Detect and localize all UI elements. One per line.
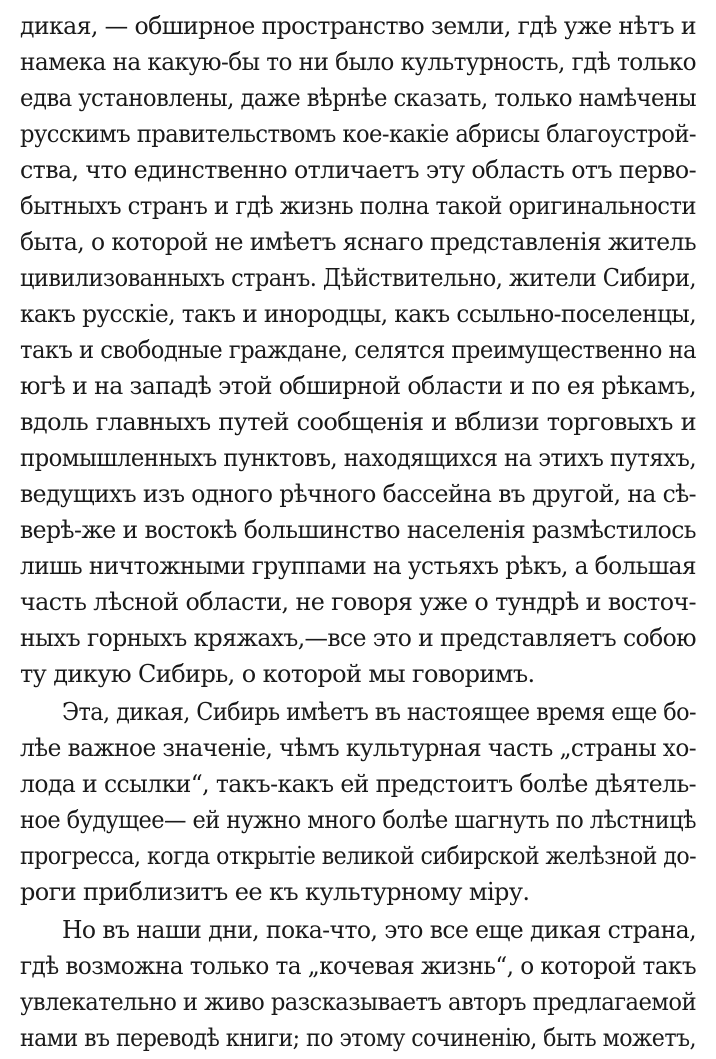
text-line: прогресса, когда открытіе великой сибирской желѣзной до- bbox=[20, 842, 696, 870]
text-line: югѣ и на западѣ этой обширной области и по ея рѣкамъ, bbox=[20, 372, 696, 400]
text-line: лѣе важное значеніе, чѣмъ культурная часть „страны хо- bbox=[20, 734, 696, 762]
text-line: ства, что единственно отличаетъ эту область отъ перво- bbox=[20, 156, 696, 184]
text-line: дикая, — обширное пространство земли, гдѣ уже нѣтъ и bbox=[20, 12, 696, 40]
text-line: промышленныхъ пунктовъ, находящихся на этихъ путяхъ, bbox=[20, 444, 696, 472]
text-line: русскимъ правительствомъ кое-какіе абрисы благоустрой- bbox=[20, 120, 696, 148]
text-line: увлекательно и живо разсказываетъ авторъ предлагаемой bbox=[20, 988, 696, 1016]
text-line: ведущихъ изъ одного рѣчного бассейна въ другой, на сѣ- bbox=[20, 480, 696, 508]
text-line: намека на какую-бы то ни было культурность, гдѣ только bbox=[20, 48, 696, 76]
text-line: ное будущее— ей нужно много болѣе шагнуть по лѣстницѣ bbox=[20, 806, 696, 834]
text-line: какъ русскіе, такъ и инородцы, какъ ссыльно-поселенцы, bbox=[20, 300, 696, 328]
text-line: гдѣ возможна только та „кочевая жизнь“, о которой такъ bbox=[20, 952, 696, 980]
text-line: ту дикую Сибирь, о которой мы говоримъ. bbox=[20, 660, 535, 688]
text-line: часть лѣсной области, не говоря уже о тундрѣ и восточ- bbox=[20, 588, 696, 616]
text-line: нами въ переводѣ книги; по этому сочиненію, быть можетъ, bbox=[20, 1024, 696, 1052]
text-line: такъ и свободные граждане, селятся преимущественно на bbox=[20, 336, 696, 364]
text-line: ныхъ горныхъ кряжахъ,—все это и представляетъ собою bbox=[20, 624, 696, 652]
text-line: роги приблизитъ ее къ культурному міру. bbox=[20, 878, 530, 906]
text-line: быта, о которой не имѣетъ яснаго представленія житель bbox=[20, 228, 696, 256]
text-line: Эта, дикая, Сибирь имѣетъ въ настоящее время еще бо- bbox=[62, 698, 696, 726]
text-line: бытныхъ странъ и гдѣ жизнь полна такой оригинальности bbox=[20, 192, 696, 220]
text-line: лишь ничтожными группами на устьяхъ рѣкъ, а большая bbox=[20, 552, 696, 580]
text-line: цивилизованныхъ странъ. Дѣйствительно, жители Сибири, bbox=[20, 264, 696, 292]
text-line: вдоль главныхъ путей сообщенія и вблизи торговыхъ и bbox=[20, 408, 696, 436]
text-line: лода и ссылки“, такъ-какъ ей предстоитъ болѣе дѣятель- bbox=[20, 770, 696, 798]
text-line: верѣ-же и востокѣ большинство населенія размѣстилось bbox=[20, 516, 696, 544]
text-line: едва установлены, даже вѣрнѣе сказать, только намѣчены bbox=[20, 84, 696, 112]
text-line: Но въ наши дни, пока-что, это все еще дикая страна, bbox=[62, 916, 696, 944]
